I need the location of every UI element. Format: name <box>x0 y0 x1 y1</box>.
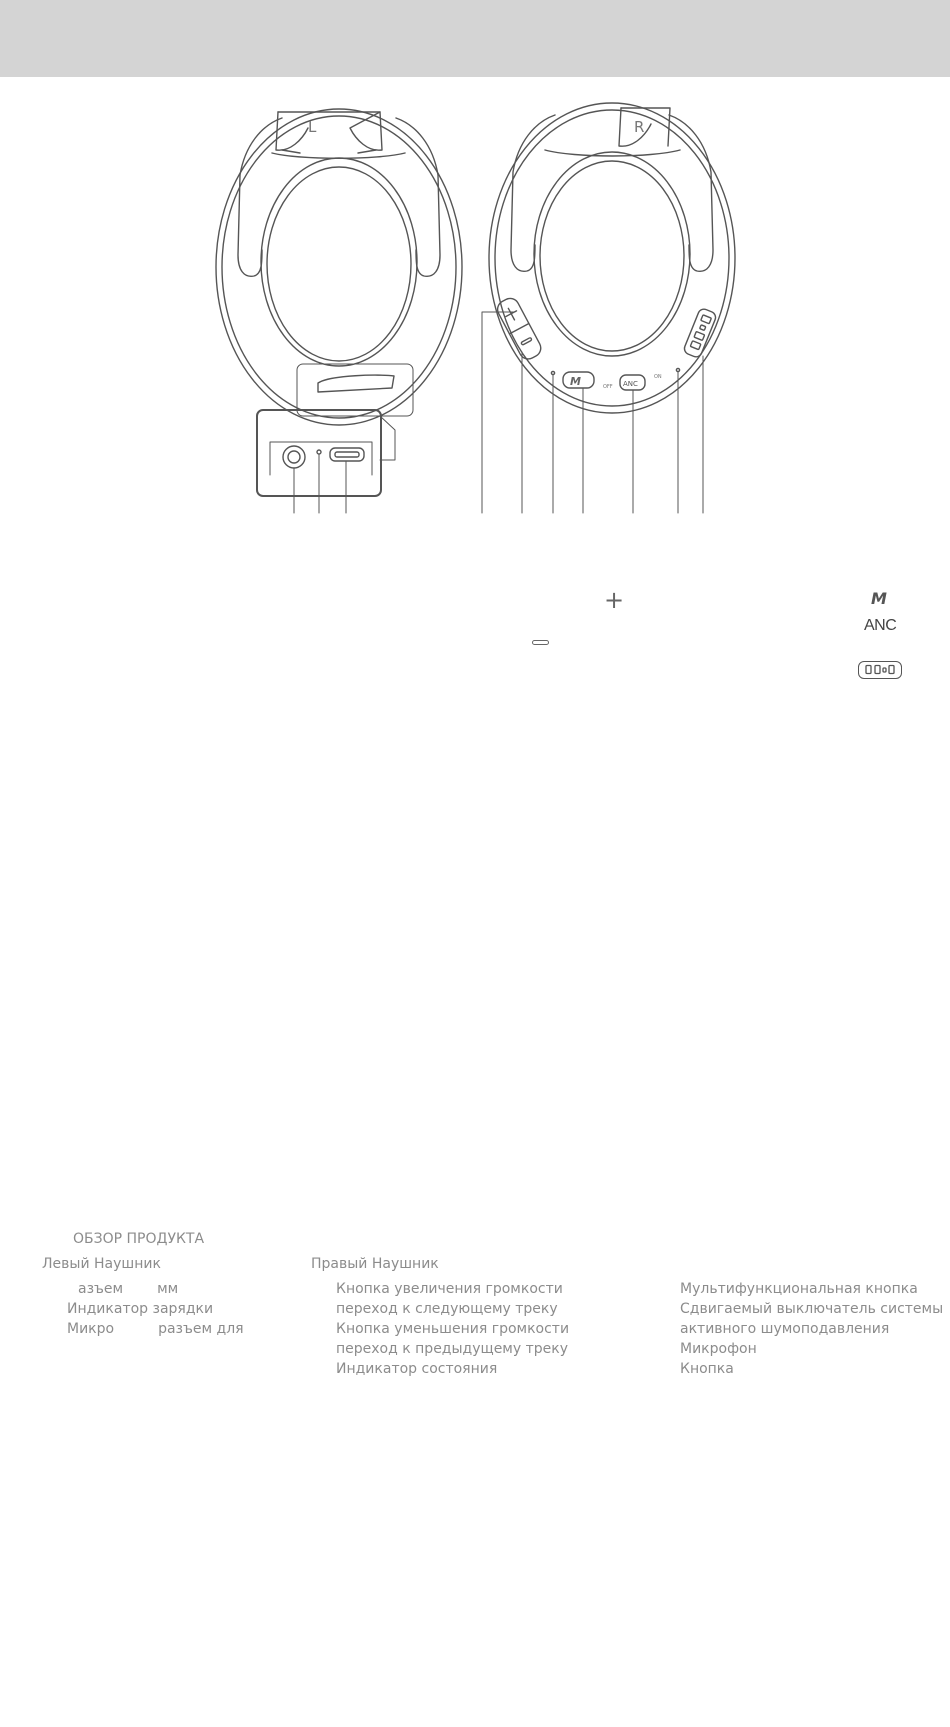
list-item-text: Индикатор зарядки <box>67 1301 214 1317</box>
mf-button-glyph: M <box>570 375 581 388</box>
list-item: переход к предыдущему треку <box>336 1341 568 1357</box>
list-item-text: мм <box>157 1281 179 1297</box>
left-earphone-list <box>67 1279 244 1339</box>
list-item <box>67 1299 244 1319</box>
list-item: Микрофон <box>680 1341 757 1357</box>
list-item: Сдвигаемый выключатель системы <box>680 1301 944 1317</box>
left-earcup <box>216 109 462 425</box>
right-earcup <box>489 103 735 413</box>
left-earphone-heading: Левый Наушник <box>42 1256 161 1272</box>
list-item <box>67 1279 244 1299</box>
list-item: Индикатор состояния <box>336 1361 498 1377</box>
list-item: Кнопка уменьшения громкости <box>336 1321 570 1337</box>
anc-switch-label: ANC <box>623 380 638 388</box>
section-title: ОБЗОР ПРОДУКТА <box>73 1231 205 1247</box>
plus-icon: + <box>604 586 625 614</box>
right-earphone-list-2 <box>680 1279 943 1379</box>
list-item <box>67 1319 244 1339</box>
left-cup-letter: L <box>308 118 317 136</box>
headphones-diagram <box>0 0 950 560</box>
list-item-text: Микро <box>67 1321 115 1337</box>
minus-icon <box>532 640 549 645</box>
battery-bars-icon <box>859 662 901 678</box>
list-item: Мультифункциональная кнопка <box>680 1281 918 1297</box>
right-cup-letter: R <box>634 118 645 136</box>
switch-on-label: ON <box>654 374 662 380</box>
anc-icon: ANC <box>864 617 897 634</box>
battery-button-icon <box>858 661 902 679</box>
list-item-text: разъем для <box>158 1321 244 1337</box>
switch-off-label: OFF <box>603 384 613 390</box>
right-earphone-heading: Правый Наушник <box>311 1256 439 1272</box>
right-earphone-list-1 <box>336 1279 569 1379</box>
list-item: переход к следующему треку <box>336 1301 558 1317</box>
list-item-text: азъем <box>78 1281 124 1297</box>
list-item: Кнопка увеличения громкости <box>336 1281 563 1297</box>
mf-icon: M <box>871 589 887 608</box>
list-item: Кнопка <box>680 1361 734 1377</box>
list-item: активного шумоподавления <box>680 1321 890 1337</box>
